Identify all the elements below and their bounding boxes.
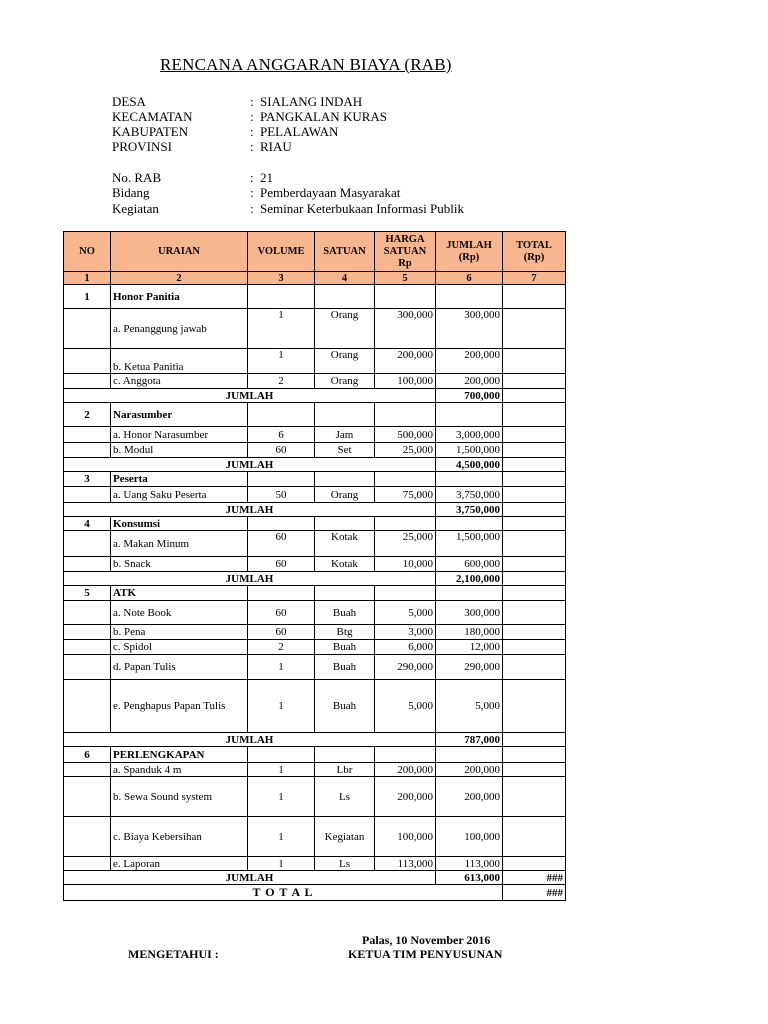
item-satuan: Ls [315,857,375,871]
jumlah-value: 4,500,000 [436,458,503,472]
table-row [64,655,566,680]
jumlah-total-value: ### [503,871,566,885]
item-harga: 300,000 [375,309,436,349]
item-satuan: Orang [315,487,375,503]
header-total: TOTAL (Rp) [503,232,566,272]
item-volume: 1 [248,349,315,374]
item-harga: 113,000 [375,857,436,871]
jumlah-row [64,871,566,885]
item-volume: 60 [248,531,315,557]
item-jumlah: 3,750,000 [436,487,503,503]
item-satuan: Buah [315,655,375,680]
info-kegiatan [112,201,464,216]
info-label: PROVINSI [112,139,172,154]
table-row [64,763,566,777]
item-uraian: b. Pena [111,625,248,640]
item-uraian: a. Note Book [111,601,248,625]
table-row [64,680,566,733]
item-uraian: b. Sewa Sound system [111,777,248,817]
table-row [64,309,566,349]
item-uraian: e. Laporan [111,857,248,871]
table-row [64,625,566,640]
info-desa [112,94,362,109]
item-satuan: Set [315,443,375,458]
item-volume: 1 [248,763,315,777]
item-harga: 500,000 [375,427,436,443]
item-harga: 100,000 [375,817,436,857]
section-row [64,403,566,427]
item-uraian: a. Uang Saku Peserta [111,487,248,503]
item-volume: 60 [248,557,315,572]
item-volume: 60 [248,601,315,625]
item-satuan: Buah [315,680,375,733]
info-colon: : [250,201,254,216]
info-label: Kegiatan [112,201,159,216]
item-jumlah: 300,000 [436,309,503,349]
table-row [64,349,566,374]
header-volume: VOLUME [248,232,315,272]
item-volume: 1 [248,817,315,857]
item-uraian: c. Spidol [111,640,248,655]
col-number: 1 [64,272,111,285]
jumlah-row [64,503,566,517]
item-satuan: Orang [315,374,375,389]
jumlah-row [64,733,566,747]
item-satuan: Lbr [315,763,375,777]
item-volume: 2 [248,640,315,655]
item-jumlah: 113,000 [436,857,503,871]
info-no-rab [112,170,273,185]
item-jumlah: 600,000 [436,557,503,572]
jumlah-row [64,389,566,403]
item-harga: 200,000 [375,763,436,777]
item-uraian: c. Anggota [111,374,248,389]
info-bidang [112,185,400,200]
item-uraian: a. Penanggung jawab [111,309,248,349]
col-number: 2 [111,272,248,285]
item-harga: 200,000 [375,349,436,374]
header-no: NO [64,232,111,272]
jumlah-row [64,458,566,472]
jumlah-value: 700,000 [436,389,503,403]
item-harga: 100,000 [375,374,436,389]
item-harga: 200,000 [375,777,436,817]
header-jumlah: JUMLAH (Rp) [436,232,503,272]
info-value: Pemberdayaan Masyarakat [260,185,401,200]
item-jumlah: 200,000 [436,777,503,817]
info-colon: : [250,139,254,154]
table-row [64,374,566,389]
section-no: 3 [64,472,111,487]
jumlah-label: JUMLAH [64,389,436,403]
jumlah-label: JUMLAH [64,871,436,885]
jumlah-row [64,572,566,586]
section-row [64,517,566,531]
item-satuan: Buah [315,640,375,655]
info-colon: : [250,109,254,124]
info-value: RIAU [260,139,292,154]
item-jumlah: 200,000 [436,763,503,777]
info-label: Bidang [112,185,150,200]
item-satuan: Buah [315,601,375,625]
item-volume: 1 [248,309,315,349]
item-jumlah: 200,000 [436,349,503,374]
jumlah-value: 2,100,000 [436,572,503,586]
item-volume: 1 [248,655,315,680]
item-satuan: Orang [315,349,375,374]
header-uraian: URAIAN [111,232,248,272]
item-jumlah: 180,000 [436,625,503,640]
header-satuan: SATUAN [315,232,375,272]
table-row [64,427,566,443]
info-colon: : [250,185,254,200]
item-jumlah: 290,000 [436,655,503,680]
table-row [64,531,566,557]
item-uraian: b. Snack [111,557,248,572]
section-name: Honor Panitia [111,285,248,309]
info-provinsi [112,139,292,154]
item-jumlah: 200,000 [436,374,503,389]
table-row [64,557,566,572]
item-volume: 1 [248,777,315,817]
item-satuan: Kotak [315,557,375,572]
item-harga: 75,000 [375,487,436,503]
item-jumlah: 1,500,000 [436,531,503,557]
table-row [64,640,566,655]
col-number: 5 [375,272,436,285]
jumlah-value: 3,750,000 [436,503,503,517]
table-row [64,817,566,857]
info-value: PELALAWAN [260,124,339,139]
info-colon: : [250,94,254,109]
info-label: No. RAB [112,170,162,185]
item-satuan: Btg [315,625,375,640]
table-row [64,487,566,503]
rab-table [63,231,566,901]
info-label: DESA [112,94,146,109]
col-number: 4 [315,272,375,285]
info-kecamatan [112,109,387,124]
item-volume: 2 [248,374,315,389]
section-row [64,586,566,601]
item-jumlah: 3,000,000 [436,427,503,443]
info-kabupaten [112,124,338,139]
item-volume: 1 [248,680,315,733]
grand-total-label: T O T A L [64,885,503,901]
col-number: 7 [503,272,566,285]
item-satuan: Orang [315,309,375,349]
grand-total-row [64,885,566,901]
section-name: Narasumber [111,403,248,427]
item-uraian: c. Biaya Kebersihan [111,817,248,857]
item-uraian: a. Honor Narasumber [111,427,248,443]
item-harga: 25,000 [375,443,436,458]
section-no: 5 [64,586,111,601]
info-colon: : [250,170,254,185]
info-label: KECAMATAN [112,109,193,124]
item-uraian: b. Modul [111,443,248,458]
item-jumlah: 1,500,000 [436,443,503,458]
item-harga: 25,000 [375,531,436,557]
section-row [64,747,566,763]
section-row [64,285,566,309]
jumlah-value: 613,000 [436,871,503,885]
item-uraian: b. Ketua Panitia [111,349,248,374]
section-no: 4 [64,517,111,531]
table-row [64,601,566,625]
jumlah-value: 787,000 [436,733,503,747]
item-satuan: Kegiatan [315,817,375,857]
section-no: 6 [64,747,111,763]
item-harga: 3,000 [375,625,436,640]
signature-date: Palas, 10 November 2016 [362,933,491,947]
jumlah-label: JUMLAH [64,733,436,747]
item-satuan: Jam [315,427,375,443]
header-harga-satuan: HARGA SATUAN Rp [375,232,436,272]
item-volume: 50 [248,487,315,503]
item-jumlah: 300,000 [436,601,503,625]
item-satuan: Ls [315,777,375,817]
jumlah-label: JUMLAH [64,458,436,472]
jumlah-label: JUMLAH [64,503,436,517]
item-volume: 60 [248,443,315,458]
section-row [64,472,566,487]
info-value: Seminar Keterbukaan Informasi Publik [260,201,464,216]
item-uraian: a. Spanduk 4 m [111,763,248,777]
item-volume: 60 [248,625,315,640]
document-title: RENCANA ANGGARAN BIAYA (RAB) [160,55,452,74]
info-value: PANGKALAN KURAS [260,109,388,124]
section-name: Peserta [111,472,248,487]
info-label: KABUPATEN [112,124,189,139]
info-colon: : [250,124,254,139]
item-harga: 290,000 [375,655,436,680]
signature-acknowledged-label: MENGETAHUI : [128,947,219,961]
item-uraian: a. Makan Minum [111,531,248,557]
section-no: 2 [64,403,111,427]
col-number: 6 [436,272,503,285]
item-uraian: e. Penghapus Papan Tulis [111,680,248,733]
grand-total-value: ### [503,885,566,901]
item-harga: 10,000 [375,557,436,572]
item-jumlah: 5,000 [436,680,503,733]
info-value: 21 [260,170,273,185]
section-name: Konsumsi [111,517,248,531]
col-number: 3 [248,272,315,285]
item-jumlah: 12,000 [436,640,503,655]
item-harga: 5,000 [375,680,436,733]
item-volume: 6 [248,427,315,443]
item-satuan: Kotak [315,531,375,557]
signature-chairman-label: KETUA TIM PENYUSUNAN [348,947,503,961]
item-harga: 5,000 [375,601,436,625]
item-jumlah: 100,000 [436,817,503,857]
section-name: ATK [111,586,248,601]
table-row [64,443,566,458]
item-harga: 6,000 [375,640,436,655]
item-volume: 1 [248,857,315,871]
table-row [64,777,566,817]
info-value: SIALANG INDAH [260,94,363,109]
item-uraian: d. Papan Tulis [111,655,248,680]
jumlah-label: JUMLAH [64,572,436,586]
table-row [64,857,566,871]
section-no: 1 [64,285,111,309]
section-name: PERLENGKAPAN [111,747,248,763]
